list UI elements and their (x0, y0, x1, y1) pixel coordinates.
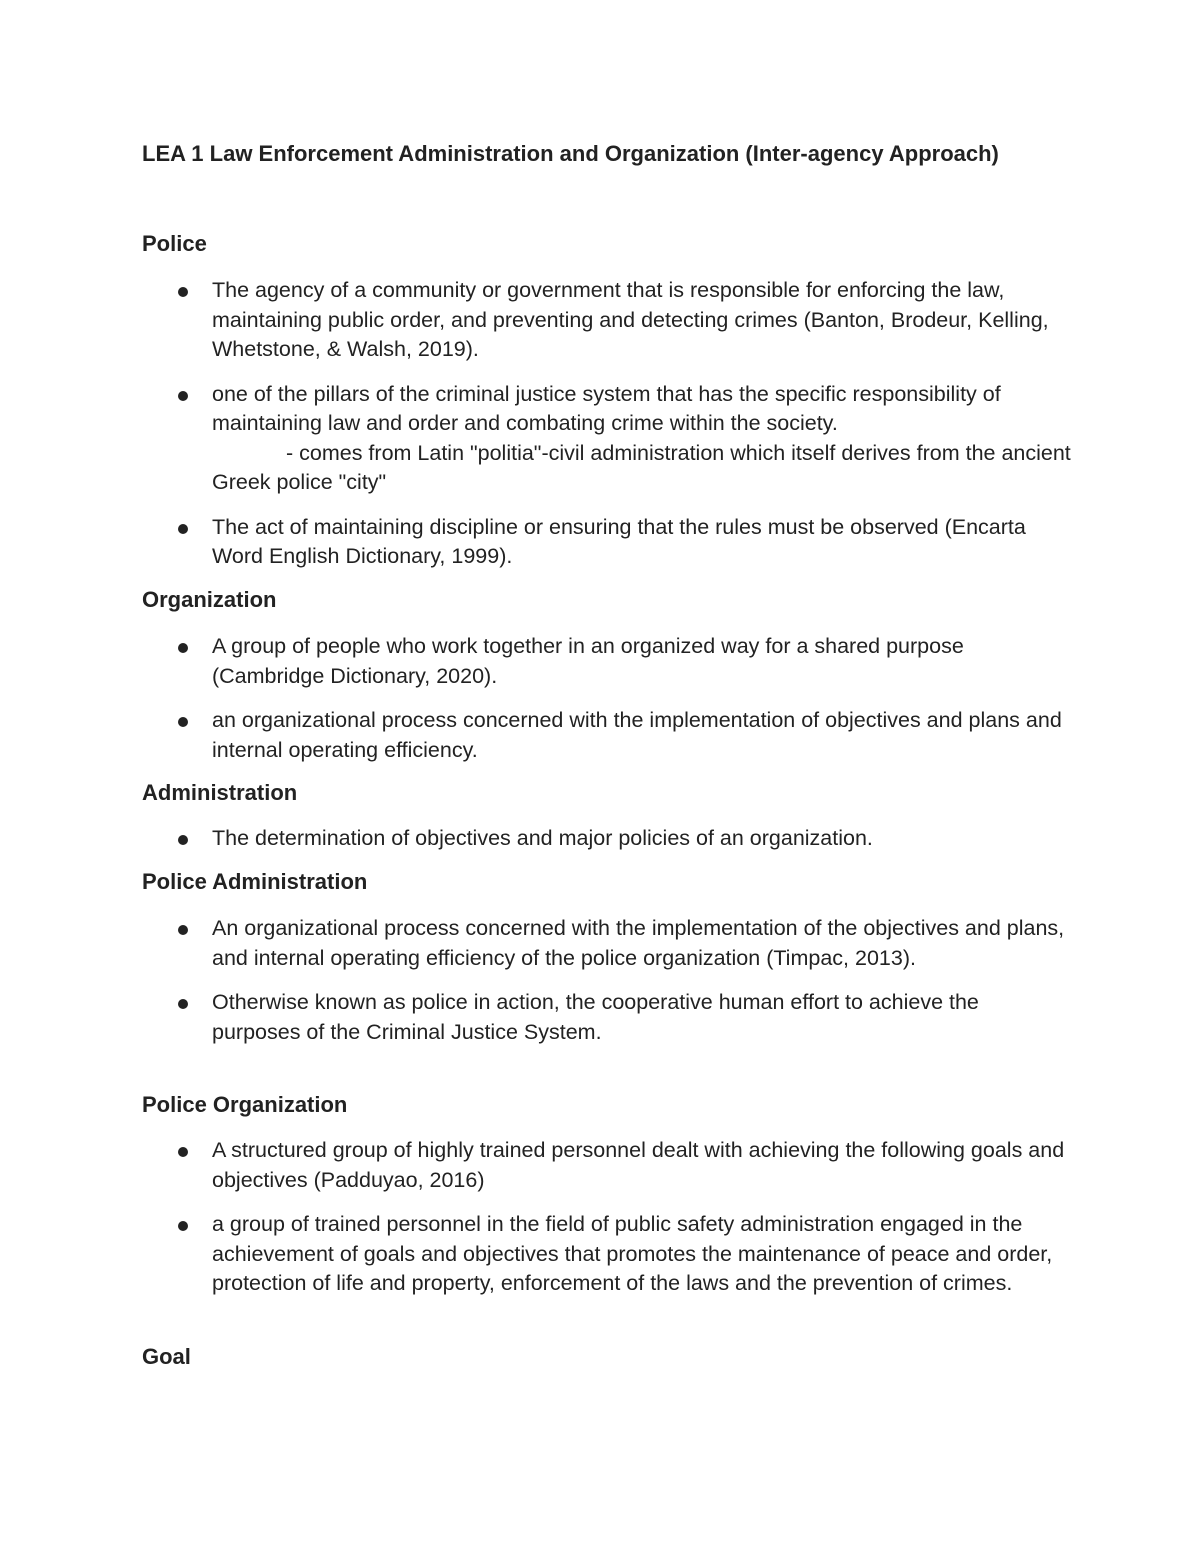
section-heading-police-organization: Police Organization (142, 1092, 348, 1117)
bullet-icon (178, 717, 188, 727)
bullet-icon (178, 835, 188, 845)
bullet-icon (178, 524, 188, 534)
bullet-icon (178, 925, 188, 935)
list-item-text: The act of maintaining discipline or ensuring that the rules must be observed (Encarta Word English Dictionary, 1999). (212, 514, 1026, 568)
list-item-text: A group of people who work together in an organized way for a shared purpose (Cambridge Dictionary, 2020). (212, 634, 964, 688)
police-definition-list (142, 276, 1072, 572)
list-item (142, 632, 1072, 691)
list-item (142, 706, 1072, 765)
section-heading-police: Police (142, 231, 207, 256)
list-item (142, 380, 1072, 498)
section-heading-police-administration: Police Administration (142, 869, 368, 894)
list-item (142, 824, 1072, 854)
bullet-icon (178, 391, 188, 401)
organization-definition-list (142, 632, 1072, 765)
bullet-icon (178, 999, 188, 1009)
list-item-text: an organizational process concerned with the implementation of objectives and plans and internal operating efficiency. (212, 708, 1062, 762)
list-item (142, 276, 1072, 365)
police-organization-definition-list (142, 1136, 1072, 1299)
list-item-text: one of the pillars of the criminal justice system that has the specific responsibility of maintaining law and order and combating crime within the society. (212, 381, 1001, 435)
administration-definition-list (142, 824, 1072, 854)
police-administration-definition-list (142, 914, 1072, 1047)
list-item-text: A structured group of highly trained personnel dealt with achieving the following goals and objectives (Padduyao, 2016) (212, 1138, 1065, 1192)
list-item-text: The determination of objectives and major policies of an organization. (212, 826, 873, 850)
bullet-icon (178, 287, 188, 297)
bullet-icon (178, 1147, 188, 1157)
list-item-text: a group of trained personnel in the field of public safety administration engaged in the achievement of goals and objectives that promotes the maintenance of peace and order, protection of life and property, enforcement of the laws and the prevention of crimes. (212, 1212, 1053, 1295)
list-item (142, 513, 1072, 572)
document-title: LEA 1 Law Enforcement Administration and Organization (Inter-agency Approach) (142, 141, 999, 166)
section-heading-administration: Administration (142, 780, 298, 805)
bullet-icon (178, 643, 188, 653)
list-item-text: An organizational process concerned with the implementation of the objectives and plans, and internal operating efficiency of the police organization (Timpac, 2013). (212, 916, 1065, 970)
etymology-note: - comes from Latin "politia"-civil administration which itself derives from the ancient Greek police "city" (212, 440, 1071, 494)
list-item (142, 1136, 1072, 1195)
list-item (142, 988, 1072, 1047)
section-heading-goal: Goal (142, 1344, 191, 1369)
list-item-text: Otherwise known as police in action, the cooperative human effort to achieve the purposes of the Criminal Justice System. (212, 990, 979, 1044)
list-item-text: The agency of a community or government that is responsible for enforcing the law, maintaining public order, and preventing and detecting crimes (Banton, Brodeur, Kelling, Whetstone, & Walsh, 2019). (212, 278, 1049, 361)
bullet-icon (178, 1221, 188, 1231)
list-item (142, 914, 1072, 973)
section-heading-organization: Organization (142, 587, 277, 612)
list-item (142, 1210, 1072, 1299)
